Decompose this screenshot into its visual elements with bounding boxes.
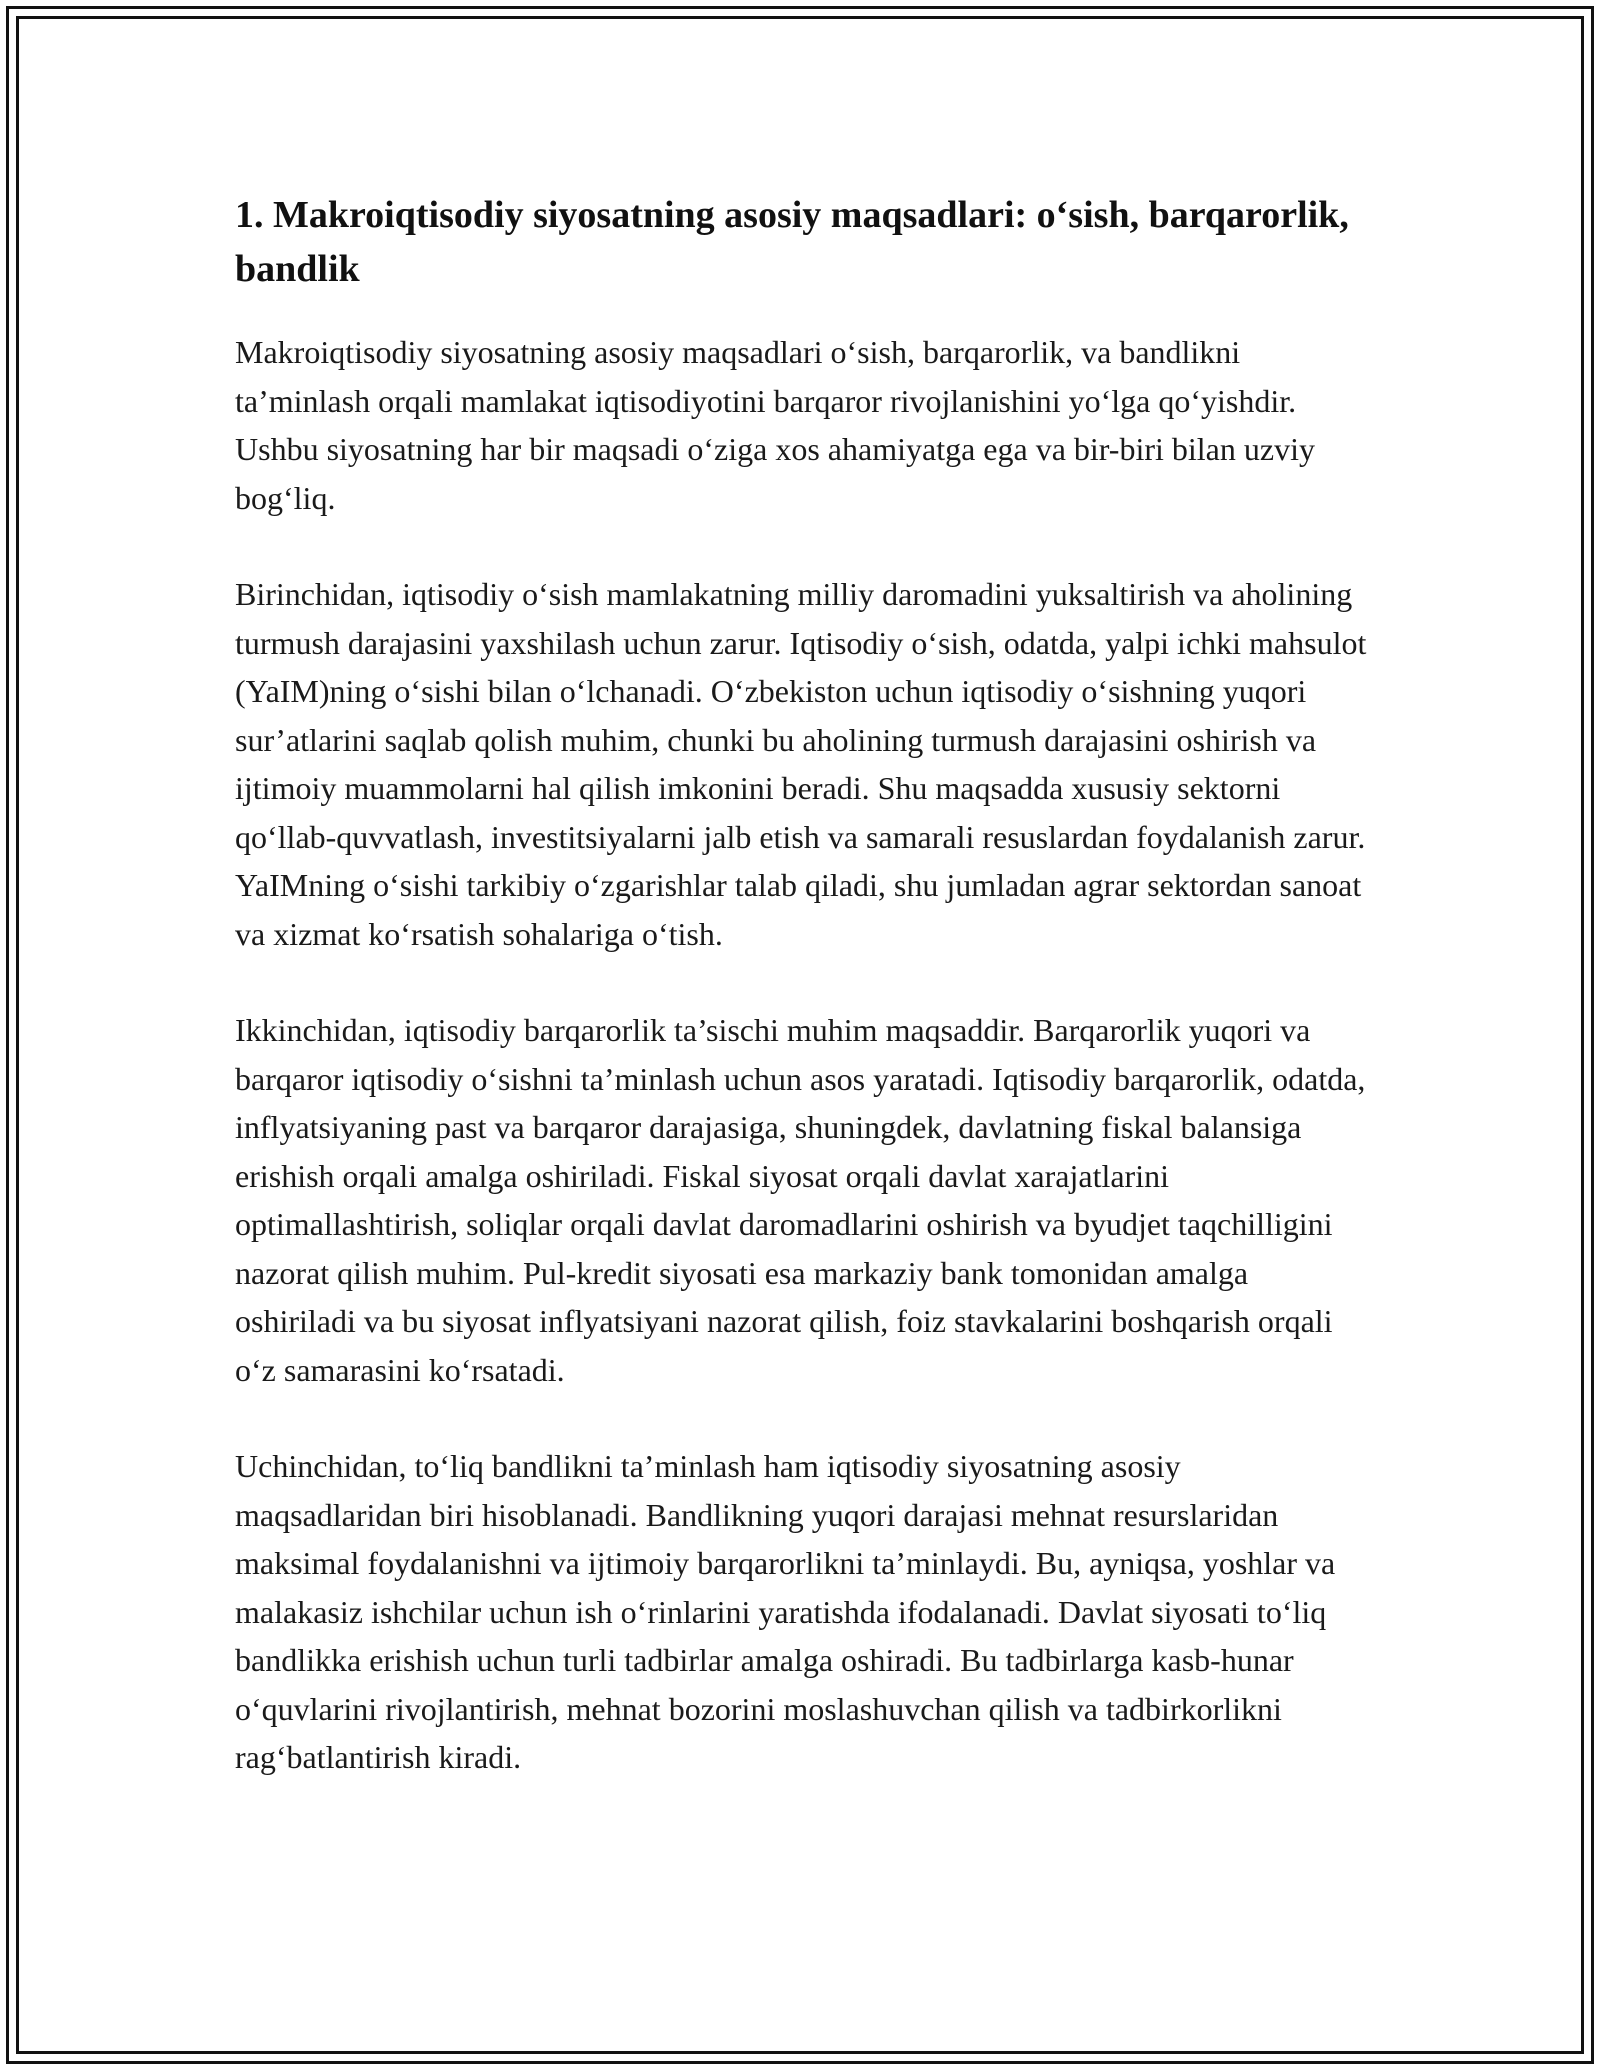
paragraph-intro: Makroiqtisodiy siyosatning asosiy maqsadlari o‘sish, barqarorlik, va bandlikni ta’minlash orqali mamlakat iqtisodiyotini barqaror rivojlanishini yo‘lga qo‘yishdir. Ushbu siyosatning har bir maqsadi o‘ziga xos ahamiyatga ega va bir-biri bilan uzviy bog‘liq. bbox=[235, 334, 1315, 516]
paragraph-growth: Birinchidan, iqtisodiy o‘sish mamlakatning milliy daromadini yuksaltirish va aholining turmush darajasini yaxshilash uchun zarur. Iqtisodiy o‘sish, odatda, yalpi ichki mahsulot (YaIM)ning o‘sishi bilan o‘lchanadi. O‘zbekiston uchun iqtisodiy o‘sishning yuqori sur’atlarini saqlab qolish muhim, chunki bu aholining turmush darajasini oshirish va ijtimoiy muammolarni hal qilish imkonini beradi. Shu maqsadda xususiy sektorni qo‘llab-quvvatlash, investitsiyalarni jalb etish va samarali resuslardan foydalanish zarur. YaIMning o‘sishi tarkibiy o‘zgarishlar talab qiladi, shu jumladan agrar sektordan sanoat va xizmat ko‘rsatish sohalariga o‘tish. bbox=[235, 576, 1367, 952]
paragraph-employment: Uchinchidan, to‘liq bandlikni ta’minlash ham iqtisodiy siyosatning asosiy maqsadlaridan biri hisoblanadi. Bandlikning yuqori darajasi mehnat resurslaridan maksimal foydalanishni va ijtimoiy barqarorlikni ta’minlaydi. Bu, ayniqsa, yoshlar va malakasiz ishchilar uchun ish o‘rinlarini yaratishda ifodalanadi. Davlat siyosati to‘liq bandlikka erishish uchun turli tadbirlar amalga oshiradi. Bu tadbirlarga kasb-hunar o‘quvlarini rivojlantirish, mehnat bozorini moslashuvchan qilish va tadbirkorlikni rag‘batlantirish kiradi. bbox=[235, 1448, 1336, 1775]
paragraph-stability: Ikkinchidan, iqtisodiy barqarorlik ta’sischi muhim maqsaddir. Barqarorlik yuqori va barqaror iqtisodiy o‘sishni ta’minlash uchun asos yaratadi. Iqtisodiy barqarorlik, odatda, inflyatsiyaning past va barqaror darajasiga, shuningdek, davlatning fiskal balansiga erishish orqali amalga oshiriladi. Fiskal siyosat orqali davlat xarajatlarini optimallashtirish, soliqlar orqali davlat daromadlarini oshirish va byudjet taqchilligini nazorat qilish muhim. Pul-kredit siyosati esa markaziy bank tomonidan amalga oshiriladi va bu siyosat inflyatsiyani nazorat qilish, foiz stavkalarini boshqarish orqali o‘z samarasini ko‘rsatadi. bbox=[235, 1012, 1366, 1388]
section-heading: 1. Makroiqtisodiy siyosatning asosiy maqsadlari: o‘sish, barqarorlik, bandlik bbox=[235, 194, 1349, 290]
document-body bbox=[235, 188, 1375, 1782]
